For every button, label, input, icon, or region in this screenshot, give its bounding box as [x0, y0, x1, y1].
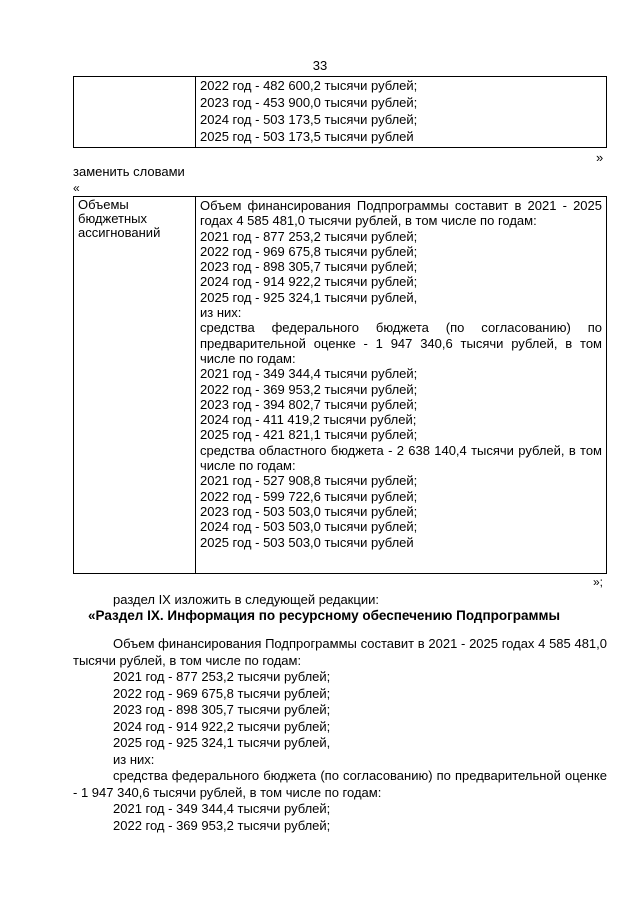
table-main — [73, 196, 607, 574]
table-main-year-line: 2021 год - 877 253,2 тысячи рублей; — [200, 228, 418, 244]
table-main-federal-line: 2022 год - 369 953,2 тысячи рублей; — [200, 381, 418, 397]
table-main-federal-line: 2024 год - 411 419,2 тысячи рублей; — [200, 412, 417, 428]
body-year-line: 2025 год - 925 324,1 тысячи рублей, — [113, 735, 331, 750]
table-top-label-cell — [74, 77, 196, 147]
table-main-federal-line: 2025 год - 421 821,1 тысячи рублей; — [200, 427, 418, 443]
section-body — [73, 636, 607, 834]
table-main-federal-line: 2023 год - 394 802,7 тысячи рублей; — [200, 396, 418, 412]
table-main-federal-line: 2021 год - 349 344,4 тысячи рублей; — [200, 366, 418, 382]
table-top-line: 2025 год - 503 173,5 тысячи рублей — [200, 129, 414, 144]
table-top-line: 2024 год - 503 173,5 тысячи рублей; — [200, 112, 418, 127]
table-main-regional-line: 2021 год - 527 908,8 тысячи рублей; — [200, 473, 418, 489]
open-quote: « — [73, 181, 80, 195]
table-main-label-cell: Объемы бюджетных ассигнований — [74, 197, 196, 573]
body-year-line: 2024 год - 914 922,2 тысячи рублей; — [113, 718, 331, 734]
table-main-year-line: 2023 год - 898 305,7 тысячи рублей; — [200, 259, 418, 275]
table-main-regional-line: 2022 год - 599 722,6 тысячи рублей; — [200, 488, 418, 504]
table-top-value-cell — [196, 77, 606, 147]
table-top-fragment — [73, 76, 607, 148]
body-federal-line: 2021 год - 349 344,4 тысячи рублей; — [113, 801, 331, 816]
body-of-them: из них: — [113, 751, 155, 767]
table-main-regional-line: 2024 год - 503 503,0 тысячи рублей; — [200, 519, 418, 535]
section-intro: раздел IX изложить в следующей редакции: — [113, 592, 379, 607]
section-title: «Раздел IX. Информация по ресурсному обеспечению Подпрограммы — [88, 608, 561, 623]
body-year-line: 2021 год - 877 253,2 тысячи рублей; — [113, 669, 331, 684]
page-number: 33 — [312, 58, 328, 73]
table-main-federal-intro: средства федерального бюджета (по согласованию) по предварительной оценке - 1 947 340,6 тысячи рублей, в том числе по годам: — [200, 320, 602, 366]
table-main-regional-line: 2025 год - 503 503,0 тысячи рублей — [200, 534, 414, 550]
table-top-line: 2022 год - 482 600,2 тысячи рублей; — [200, 78, 418, 93]
body-year-line: 2023 год - 898 305,7 тысячи рублей; — [113, 702, 331, 717]
table-main-year-line: 2024 год - 914 922,2 тысячи рублей; — [200, 274, 418, 290]
close-quote: » — [596, 150, 604, 165]
close-quote-semicolon: »; — [593, 575, 604, 589]
replace-text: заменить словами — [73, 164, 185, 179]
table-main-year-line: 2025 год - 925 324,1 тысячи рублей, — [200, 289, 418, 305]
table-main-regional-line: 2023 год - 503 503,0 тысячи рублей; — [200, 503, 418, 519]
body-year-line: 2022 год - 969 675,8 тысячи рублей; — [113, 685, 331, 701]
table-main-year-line: 2022 год - 969 675,8 тысячи рублей; — [200, 243, 418, 259]
table-top-line: 2023 год - 453 900,0 тысячи рублей; — [200, 95, 418, 110]
body-paragraph: Объем финансирования Подпрограммы составит в 2021 - 2025 годах 4 585 481,0 тысячи рублей, в том числе по годам: — [73, 636, 607, 668]
table-main-of-them: из них: — [200, 305, 242, 321]
body-federal-paragraph: средства федерального бюджета (по согласованию) по предварительной оценке - 1 947 340,6 тысячи рублей, в том числе по годам: — [73, 768, 607, 800]
table-main-intro: Объем финансирования Подпрограммы составит в 2021 - 2025 годах 4 585 481,0 тысячи рублей, в том числе по годам: — [200, 198, 602, 229]
body-federal-line: 2022 год - 369 953,2 тысячи рублей; — [113, 817, 331, 833]
table-main-value-cell — [196, 197, 606, 573]
table-main-regional-intro: средства областного бюджета - 2 638 140,4 тысячи рублей, в том числе по годам: — [200, 442, 602, 474]
